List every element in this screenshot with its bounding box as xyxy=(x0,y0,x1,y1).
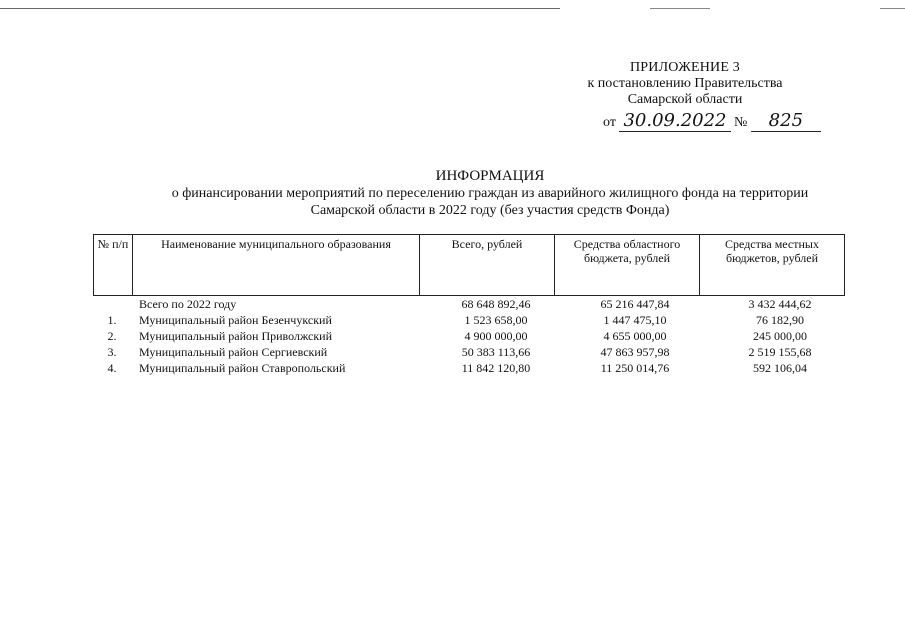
row-total: 68 648 892,46 xyxy=(461,297,531,311)
funding-table-header xyxy=(93,234,845,296)
resolution-number: 825 xyxy=(751,110,821,132)
row-name: Муниципальный район Ставропольский xyxy=(139,361,346,375)
row-total: 4 900 000,00 xyxy=(464,329,528,343)
row-regional: 4 655 000,00 xyxy=(603,329,667,343)
table-row xyxy=(93,328,853,344)
resolution-date-line xyxy=(603,110,821,132)
row-name: Муниципальный район Безенчукский xyxy=(139,313,332,327)
row-local: 76 182,90 xyxy=(756,313,804,327)
appendix-line1: к постановлению Правительства xyxy=(587,76,783,91)
document-subtitle-line2: Самарской области в 2022 году (без участия средств Фонда) xyxy=(310,203,670,218)
header-regional: Средства областного бюджета, рублей xyxy=(555,235,700,296)
number-prefix: № xyxy=(734,115,748,130)
row-num: 3. xyxy=(107,345,117,359)
document-subtitle-line1: о финансировании мероприятий по переселению граждан из аварийного жилищного фонда на территории xyxy=(171,186,809,201)
row-name: Муниципальный район Сергиевский xyxy=(139,345,328,359)
resolution-date: 30.09.2022 xyxy=(619,110,730,132)
table-row xyxy=(93,360,853,376)
header-municipality: Наименование муниципального образования xyxy=(133,235,420,296)
row-local: 592 106,04 xyxy=(753,361,807,375)
date-prefix: от xyxy=(603,115,616,130)
row-num: 4. xyxy=(107,361,117,375)
funding-table-body xyxy=(93,296,853,376)
row-num: 1. xyxy=(107,313,117,327)
row-num: 2. xyxy=(107,329,117,343)
row-local: 2 519 155,68 xyxy=(748,345,812,359)
header-num: № п/п xyxy=(94,235,133,296)
appendix-title: ПРИЛОЖЕНИЕ 3 xyxy=(629,60,741,75)
row-total: 1 523 658,00 xyxy=(464,313,528,327)
row-name: Всего по 2022 году xyxy=(139,297,237,311)
row-total: 11 842 120,80 xyxy=(461,361,531,375)
header-local: Средства местных бюджетов, рублей xyxy=(700,235,845,296)
appendix-line2: Самарской области xyxy=(627,92,743,107)
row-regional: 1 447 475,10 xyxy=(603,313,667,327)
row-local: 3 432 444,62 xyxy=(748,297,812,311)
table-row xyxy=(93,344,853,360)
top-scan-rule xyxy=(0,8,560,9)
row-total: 50 383 113,66 xyxy=(461,345,531,359)
document-heading xyxy=(90,168,890,219)
header-total: Всего, рублей xyxy=(420,235,555,296)
top-scan-rule xyxy=(650,8,710,9)
row-num xyxy=(93,296,131,312)
row-regional: 11 250 014,76 xyxy=(600,361,670,375)
appendix-block xyxy=(560,60,810,108)
table-row xyxy=(93,312,853,328)
row-local: 245 000,00 xyxy=(753,329,807,343)
table-row xyxy=(93,296,853,312)
row-name: Муниципальный район Приволжский xyxy=(139,329,333,343)
top-scan-rule xyxy=(880,8,905,9)
row-regional: 47 863 957,98 xyxy=(600,345,670,359)
row-regional: 65 216 447,84 xyxy=(600,297,670,311)
document-title: ИНФОРМАЦИЯ xyxy=(435,168,545,184)
